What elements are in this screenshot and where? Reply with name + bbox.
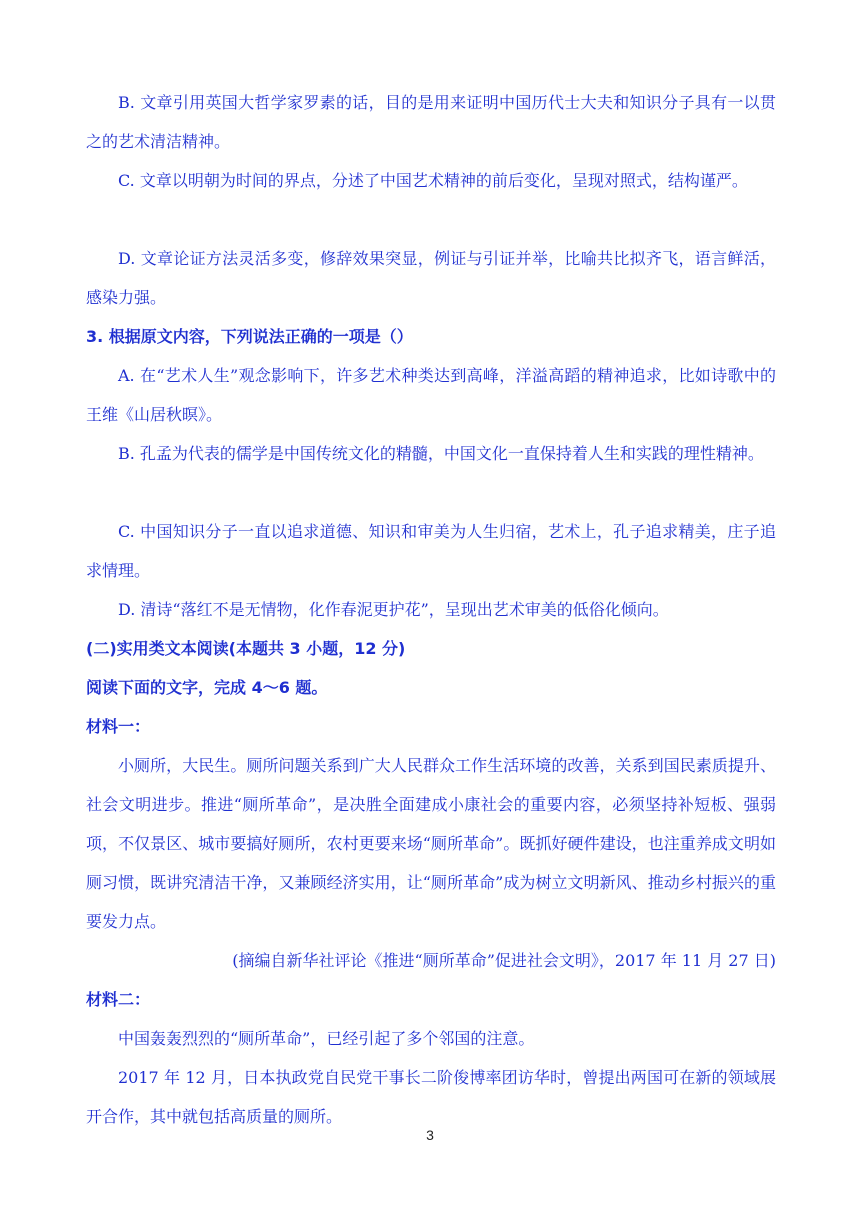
page-number: 3 [426, 1127, 434, 1143]
material1-source: (摘编自新华社评论《推进“厕所革命”促进社会文明》，2017 年 11 月 27 日) [232, 951, 776, 970]
section-heading: (二)实用类文本阅读(本题共 3 小题，12 分) [86, 639, 406, 658]
material1-title: 材料一： [86, 717, 151, 736]
q2-option-b: B. 文章引用英国大哲学家罗素的话，目的是用来证明中国历代士大夫和知识分子具有一以贯之的艺术清洁精神。 [86, 93, 776, 151]
q2-option-d: D. 文章论证方法灵活多变，修辞效果突显，例证与引证并举，比喻共比拟齐飞，语言鲜活，感染力强。 [86, 249, 776, 307]
material2-title: 材料二： [86, 990, 151, 1009]
material2-paragraph-2: 2017 年 12 月，日本执政党自民党干事长二阶俊博率团访华时，曾提出两国可在新的领域展开合作，其中就包括高质量的厕所。 [86, 1068, 776, 1126]
material2-paragraph-1: 中国轰轰烈烈的“厕所革命”，已经引起了多个邻国的注意。 [118, 1029, 535, 1048]
q3-stem: 3. 根据原文内容，下列说法正确的一项是（） [86, 327, 413, 346]
q2-option-c: C. 文章以明朝为时间的界点，分述了中国艺术精神的前后变化，呈现对照式，结构谨严。 [118, 171, 748, 190]
q3-option-c: C. 中国知识分子一直以追求道德、知识和审美为人生归宿，艺术上，孔子追求精美，庄子追求情理。 [86, 522, 776, 580]
q3-option-a: A. 在“艺术人生”观念影响下，许多艺术种类达到高峰，洋溢高蹈的精神追求，比如诗歌中的王维《山居秋暝》。 [86, 366, 776, 424]
q3-option-d: D. 清诗“落红不是无情物，化作春泥更护花”，呈现出艺术审美的低俗化倾向。 [118, 600, 669, 619]
q3-option-b: B. 孔孟为代表的儒学是中国传统文化的精髓，中国文化一直保持着人生和实践的理性精神。 [118, 444, 764, 463]
material1-text: 小厕所，大民生。厕所问题关系到广大人民群众工作生活环境的改善，关系到国民素质提升、社会文明进步。推进“厕所革命”，是决胜全面建成小康社会的重要内容，必须坚持补短板、强弱项，不仅景区、城市要搞好厕所，农村更要来场“厕所革命”。既抓好硬件建设，也注重养成文明如厕习惯，既讲究清洁干净，又兼顾经济实用，让“厕所革命”成为树立文明新风、推动乡村振兴的重要发力点。 [86, 756, 776, 931]
section-instruction: 阅读下面的文字，完成 4～6 题。 [86, 678, 328, 697]
